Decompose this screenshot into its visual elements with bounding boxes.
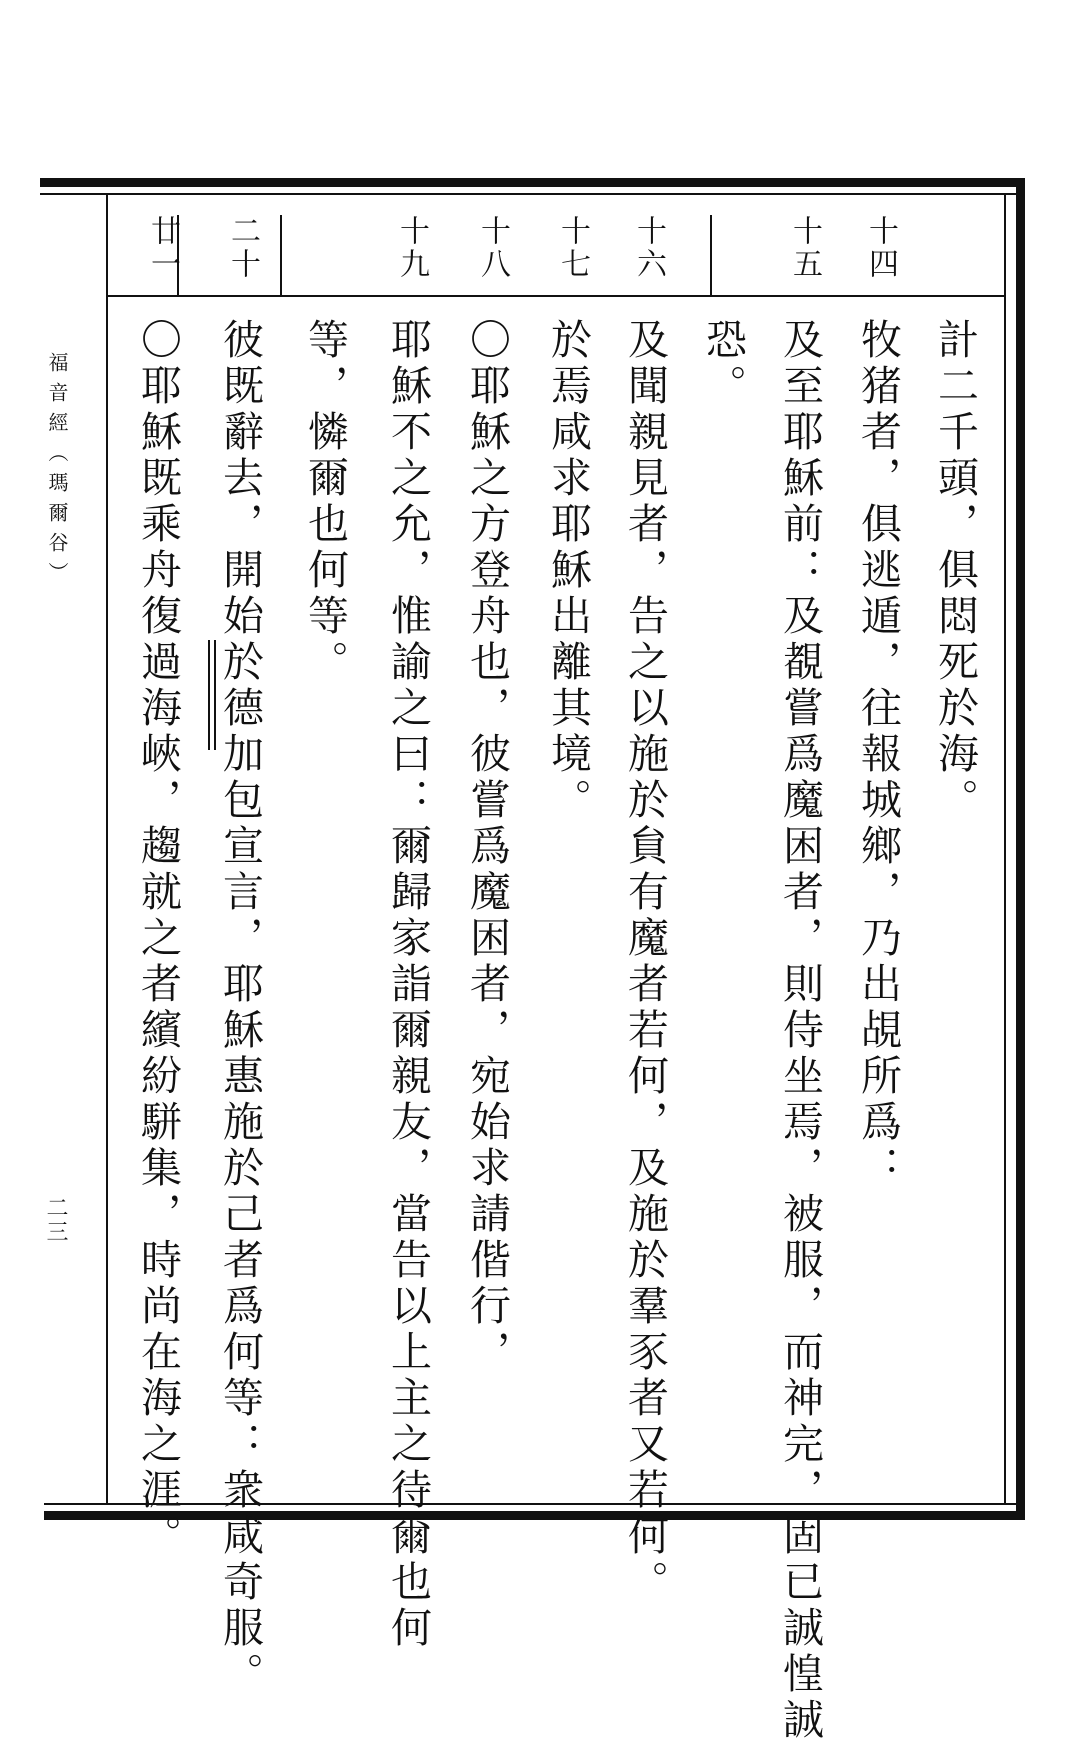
verse-number-rule (108, 295, 1004, 297)
frame-left-rule (106, 195, 108, 1503)
text-column-1: 計二千頭，俱悶死於海。 (931, 318, 979, 824)
text-column-5: 及聞親見者，告之以施於貟有魔者若何，及施於羣豕者又若何。 (621, 318, 669, 1606)
text-column-4: 及至耶穌前：及覩嘗爲魔困者，則侍坐焉，被服，而神完，固已誠惶誠 (776, 318, 824, 1744)
frame-right-border (1016, 178, 1025, 1520)
text-column-3: 恐。 (699, 318, 747, 410)
text-marker-bar (208, 640, 210, 750)
verse-number-16: 十六 (631, 215, 666, 281)
verse-number-19: 十九 (394, 215, 429, 281)
text-column-2: 牧猪者，俱逃遁，往報城鄉，乃出覘所爲： (854, 318, 902, 1192)
verse-number-17: 十七 (555, 215, 590, 281)
frame-bottom-inner-rule (44, 1503, 1025, 1505)
text-column-11: 〇耶穌既乘舟復過海峽，趨就之者繽紛駢集，時尚在海之涯。 (134, 318, 182, 1560)
header-separator (280, 215, 282, 295)
frame-top-inner-rule (40, 193, 1025, 195)
text-column-8: 耶穌不之允，惟諭之曰：爾歸家詣爾親友，當告以上主之待爾也何 (384, 318, 432, 1652)
verse-number-21: 廿一 (145, 215, 180, 281)
frame-top-border (40, 178, 1025, 187)
header-separator (710, 215, 712, 295)
verse-number-15: 十五 (787, 215, 822, 281)
verse-number-14: 十四 (863, 215, 898, 281)
text-column-7: 〇耶穌之方登舟也，彼嘗爲魔困者，宛始求請偕行， (463, 318, 511, 1376)
text-column-9: 等，憐爾也何等。 (301, 318, 349, 686)
running-title: 福音經（瑪爾谷） (45, 352, 69, 592)
frame-right-inner-rule (1004, 193, 1006, 1505)
page-number: 二三 (43, 1196, 68, 1244)
frame-bottom-border (44, 1511, 1025, 1520)
text-column-10: 彼既辭去，開始於德加包宣言，耶穌惠施於己者爲何等：衆咸奇服。 (216, 318, 264, 1698)
verse-number-18: 十八 (475, 215, 510, 281)
verse-number-20: 二十 (225, 215, 260, 281)
text-column-6: 於焉咸求耶穌出離其境。 (544, 318, 592, 824)
